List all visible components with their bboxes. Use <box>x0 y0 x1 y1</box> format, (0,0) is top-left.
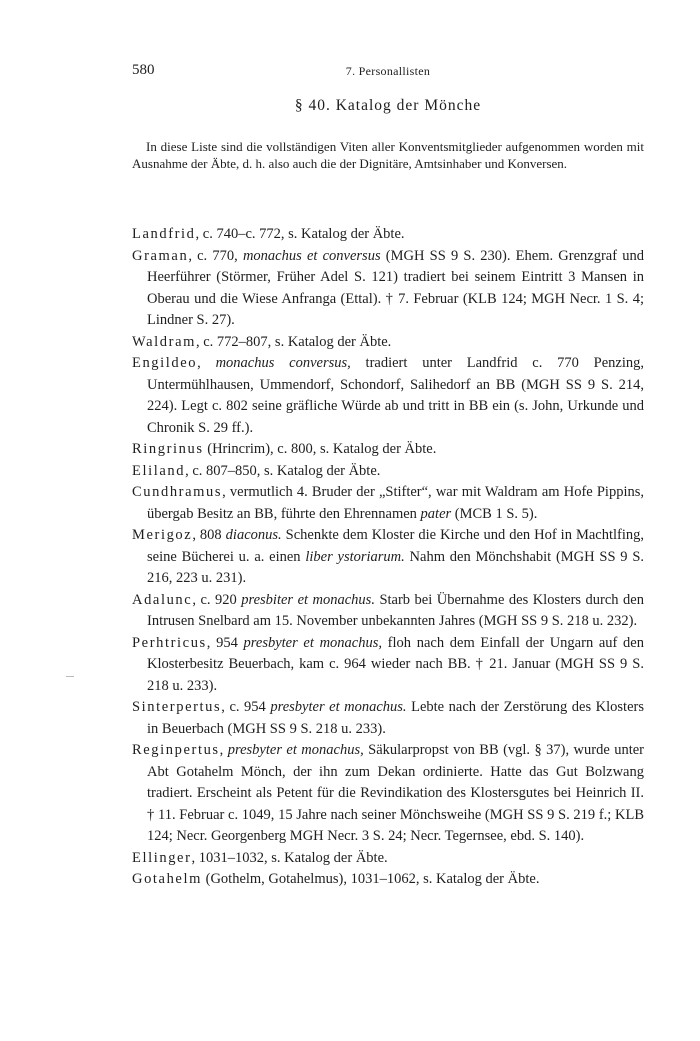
entry-text: Starb bei Übernahme des Klosters durch den Intrusen Snelbard am 15. November unbekannten Jahres (MGH SS 9 S. 218 u. 232). <box>147 591 644 629</box>
running-head: 7. Personallisten <box>345 64 431 78</box>
latin-term: monachus conversus, <box>215 355 351 371</box>
monk-name: Perhtricus <box>132 634 207 651</box>
monk-name: Cundhramus <box>132 484 223 500</box>
page-number: 580 <box>132 62 155 78</box>
entry-text: , c. 770, <box>188 247 243 264</box>
entry-text: , c. 772–807, s. Katalog der Äbte. <box>195 333 392 350</box>
latin-term: diaconus. <box>225 527 282 543</box>
catalog-entry <box>132 246 644 332</box>
catalog-entry <box>132 224 644 246</box>
page-header <box>132 62 644 84</box>
monk-name: Ellinger <box>132 849 192 866</box>
catalog-entry <box>132 869 644 891</box>
catalog-entry <box>132 740 644 848</box>
monk-name: Eliland <box>132 462 186 479</box>
catalog-entry <box>132 353 644 439</box>
latin-term: liber ystoriarum. <box>305 548 405 565</box>
monk-catalog-list <box>132 224 644 891</box>
entry-text: , c. 807–850, s. Katalog der Äbte. <box>185 462 381 479</box>
entry-text: , 1031–1032, s. Katalog der Äbte. <box>191 849 388 866</box>
catalog-entry <box>132 332 644 354</box>
latin-term: monachus et conversus <box>242 247 381 264</box>
latin-term: presbyter et monachus. <box>270 699 407 715</box>
entry-text: , 808 <box>192 527 226 543</box>
entry-text: , c. 954 <box>221 699 271 715</box>
monk-name: Graman <box>132 247 189 264</box>
catalog-entry <box>132 633 644 698</box>
monk-name: Adalunc <box>132 591 193 608</box>
entry-text: floh nach dem Einfall der Ungarn auf den Klosterbesitz Beuerbach, kam c. 964 wieder nach BB. † 21. Januar (MGH SS 9 S. 218 u. 233). <box>147 634 644 694</box>
entry-text: Schenkte dem Kloster die Kirche und den Hof in Machtlfing, seine Bücherei u. a. einen <box>147 527 644 565</box>
latin-term: presbyter et monachus, <box>243 634 382 651</box>
entry-text: Nahm den Mönchshabit (MGH SS 9 S. 216, 223 u. 231). <box>147 548 645 586</box>
entry-text: , c. 740–c. 772, s. Katalog der Äbte. <box>195 226 405 242</box>
entry-text: , <box>219 742 228 758</box>
entry-text: (MGH SS 9 S. 230). Ehem. Grenzgraf und Heerführer (Störmer, Früher Adel S. 121) tradiert bei seinem Eintritt 3 Mansen in Oberau und die Wiese Anfranga (Ettal). † 7. Februar (KLB 124; MGH Necr. 1 S. 4; Lindner S. 27). <box>147 247 645 328</box>
entry-text: (Gothelm, Gotahelmus), 1031–1062, s. Katalog der Äbte. <box>201 871 540 887</box>
entry-text: Lebte nach der Zerstörung des Klosters in Beuerbach (MGH SS 9 S. 218 u. 233). <box>147 699 644 737</box>
entry-text: , vermutlich 4. Bruder der „Stifter“, war mit Waldram am Hofe Pippins, übergab Besitz an BB, führte den Ehrennamen <box>147 484 644 522</box>
catalog-entry <box>132 461 644 483</box>
monk-name: Merigoz <box>132 527 193 543</box>
monk-name: Engildeo <box>132 355 198 371</box>
latin-term: pater <box>420 505 452 522</box>
entry-text: Säkularpropst von BB (vgl. § 37), wurde unter Abt Gotahelm Mönch, der ihn zum Dekan ordinierte. Hatte das Gut Bolzwang tradiert. Erscheint als Petent für die Revindikation des Klostersgutes bei Heinrich II. † 11. Februar c. 1049, 15 Jahre nach seiner Mönchsweihe (MGH SS 9 S. 219 f.; KLB 124; Necr. Georgenberg MGH Necr. 3 S. 24; Necr. Tegernsee, ebd. S. 140). <box>147 742 645 844</box>
section-title: § 40. Katalog der Mönche <box>294 97 482 114</box>
entry-text: (Hrincrim), c. 800, s. Katalog der Äbte. <box>203 441 437 457</box>
intro-paragraph: In diese Liste sind die vollständigen Viten aller Konventsmitglieder aufgenommen worden mit Ausnahme der Äbte, d. h. also auch die der Dignitäre, Amtsinhaber und Konversen. <box>132 139 644 171</box>
monk-name: Sinterpertus <box>132 699 222 715</box>
entry-text: , c. 920 <box>192 591 242 608</box>
catalog-entry <box>132 697 644 740</box>
catalog-entry <box>132 525 644 590</box>
entry-text: , <box>197 355 216 371</box>
entry-text: tradiert unter Landfrid c. 770 Penzing, Untermühlhausen, Ummendorf, Schondorf, Salihedorf an BB (MGH SS 9 S. 214, 224). Legt c. 802 seine gräfliche Würde ab und tritt in BB ein (s. John, Urkunde und Chronik S. 29 ff.). <box>147 355 644 436</box>
catalog-entry <box>132 848 644 870</box>
monk-name: Waldram <box>132 333 196 350</box>
catalog-entry <box>132 590 644 633</box>
catalog-entry <box>132 439 644 461</box>
monk-name: Landfrid <box>132 226 196 242</box>
latin-term: presbyter et monachus, <box>227 742 364 758</box>
monk-name: Ringrinus <box>132 441 204 457</box>
margin-mark <box>66 676 74 677</box>
latin-term: presbiter et monachus. <box>241 591 375 608</box>
monk-name: Gotahelm <box>132 871 202 887</box>
entry-text: (MCB 1 S. 5). <box>451 505 538 522</box>
entry-text: , 954 <box>206 634 244 651</box>
catalog-entry <box>132 482 644 525</box>
monk-name: Reginpertus <box>132 742 220 758</box>
